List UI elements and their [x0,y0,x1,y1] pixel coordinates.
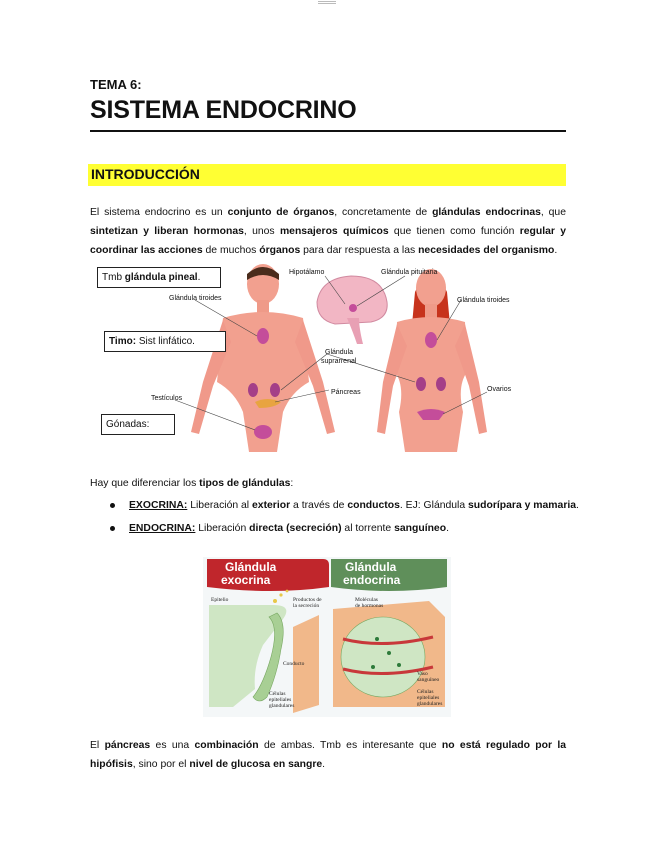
label-celulas-line3: glandulares [269,703,295,709]
text-run: al torrente [341,523,395,534]
page-header-mark [318,0,336,4]
endocrina-text [195,523,449,534]
label-productos-line2: la secreción [293,603,320,609]
list-item-exocrina [110,499,579,512]
topic-number: TEMA 6: [90,77,142,92]
label-suprarrenal-line2: suprarrenal [321,358,357,365]
bold-text-run: exterior [252,500,291,511]
label-celulas-r-line2: epiteliales [417,695,440,701]
bold-text-run: sudorípara y mamaria [468,500,577,511]
label-conducto: Conducto [283,661,305,667]
label-ovarios: Ovarios [487,386,512,393]
bold-text-run: directa (secreción) [249,523,342,534]
endocrina-tab-line1: Glándula [345,560,397,574]
brain-illustration [317,276,387,344]
callout-timo [104,331,226,352]
label-epitelio: Epitelio [211,597,229,603]
text-run: . [446,523,449,534]
label-celulas-r-line3: glandulares [417,701,443,707]
callout-pineal-suffix: . [197,272,201,283]
label-productos-line1: Productos de [293,597,322,603]
bullet-icon [110,526,115,531]
closing-paragraph [90,736,566,774]
male-body-figure [191,264,335,452]
text-run: para dar respuesta a las [300,245,419,256]
section-heading-bar [88,164,566,186]
bold-text-run: conductos [347,500,400,511]
bold-text-run: necesidades del organismo [418,245,555,256]
text-run: El sistema endocrino es un [90,207,228,218]
bold-text-run: sanguíneo [394,523,447,534]
bold-text-run: nivel de glucosa en sangre [189,759,323,770]
callout-pineal-bold: glándula pineal [124,272,198,283]
label-tiroides-left: Glándula tiroides [169,295,222,302]
text-run: es una [150,740,195,751]
types-intro [90,478,293,489]
types-intro-suffix: : [290,478,294,489]
endocrina-label: ENDOCRINA: [129,523,196,534]
text-run: , que [540,207,566,218]
text-run: Liberación [195,523,250,534]
label-moleculas-line2: de hormonas [355,603,384,609]
text-run: El [90,740,105,751]
bold-text-run: no está regulado por la hipófisis [90,740,566,770]
text-run: a través de [290,500,348,511]
label-moleculas-line1: Moléculas [355,597,378,603]
label-pancreas: Páncreas [331,389,361,396]
list-item-endocrina [110,522,579,535]
label-suprarrenal-line1: Glándula [325,349,354,356]
exocrina-tab-line2: exocrina [221,573,271,587]
title-divider [90,130,566,132]
text-run: que tienen como función [388,226,520,237]
gland-comparison-illustration [203,557,451,717]
label-testiculos: Testículos [151,395,183,402]
bold-text-run: mensajeros químicos [279,226,389,237]
text-run: . [554,245,558,256]
label-vaso-line2: sanguíneo [417,677,440,683]
exocrina-text [187,500,579,511]
bullet-icon [110,503,115,508]
text-run: Liberación al [187,500,253,511]
exocrina-tab [207,559,329,591]
callout-timo-bold: Timo: [109,336,137,347]
page-title: SISTEMA ENDOCRINO [90,96,357,124]
label-pituitaria: Glándula pituitaria [381,269,438,276]
label-celulas-r-line1: Células [417,689,434,695]
callout-pineal [97,267,221,288]
text-run: , sino por el [132,759,190,770]
text-run: , concretamente de [334,207,433,218]
text-run: . EJ: Glándula [399,500,469,511]
text-run: , unos [243,226,280,237]
intro-paragraph [90,203,566,260]
callout-pineal-prefix: Tmb [102,272,125,283]
text-run: . [576,500,579,511]
label-vaso-line1: Vaso [417,671,428,677]
label-celulas-line2: epiteliales [269,697,292,703]
bold-text-run: conjunto de órganos [227,207,335,218]
text-run: de muchos [202,245,260,256]
label-tiroides-right: Glándula tiroides [457,297,510,304]
callout-gonadas [101,414,175,435]
label-hipotalamo: Hipotálamo [289,269,325,276]
bold-text-run: sintetizan y liberan hormonas [90,226,244,237]
callout-timo-rest: Sist linfático. [136,336,195,347]
bold-text-run: glándulas endocrinas [432,207,541,218]
types-intro-bold: tipos de glándulas [199,478,291,489]
gland-types-list [110,499,579,545]
bold-text-run: regular y coordinar las acciones [90,226,566,256]
label-celulas-line1: Células [269,691,286,697]
types-intro-prefix: Hay que diferenciar los [90,478,200,489]
bold-text-run: páncreas [104,740,151,751]
endocrina-tab [331,559,447,591]
exocrina-label: EXOCRINA: [129,500,188,511]
text-run: . [322,759,326,770]
callout-gonadas-text: Gónadas: [106,419,150,430]
bold-text-run: órganos [259,245,301,256]
section-heading: INTRODUCCIÓN [91,166,200,182]
exocrina-tab-line1: Glándula [225,560,277,574]
text-run: de ambas. Tmb es interesante que [258,740,442,751]
bold-text-run: combinación [194,740,259,751]
endocrina-tab-line2: endocrina [343,573,401,587]
